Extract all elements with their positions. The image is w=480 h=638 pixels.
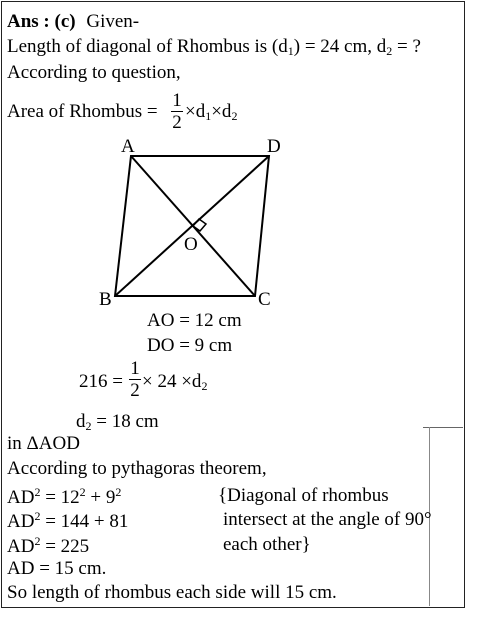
answer-label: Ans : (c) (7, 11, 76, 32)
eq-rhs-text: × 24 ×d (142, 371, 202, 392)
vertex-c: C (258, 289, 271, 310)
step1-sq-c: 2 (115, 485, 122, 499)
area-term-d1: ×d (185, 101, 206, 122)
step3-ad: AD (7, 536, 35, 557)
d2-result-sub: 2 (85, 419, 92, 433)
note-line-2: intersect at the angle of 90° (223, 509, 432, 530)
area-formula-label: Area of Rhombus = (7, 101, 158, 122)
vertex-d: D (267, 136, 281, 157)
area-sub-2: 2 (231, 109, 238, 123)
triangle-label: in ΔAOD (7, 433, 80, 454)
according-line: According to question, (7, 62, 181, 83)
step1-ad: AD (7, 487, 35, 508)
step1-12: = 12 (40, 487, 80, 508)
area-term-d2: ×d (211, 101, 232, 122)
step2-sum: = 144 + 81 (40, 511, 129, 532)
eq-frac-num: 1 (130, 358, 140, 379)
step-3 (7, 535, 89, 556)
sub-1: 1 (287, 44, 294, 58)
equation-lhs: 216 = (79, 371, 123, 392)
equation-rhs (142, 372, 207, 392)
area-frac-num: 1 (172, 90, 182, 111)
step-2 (7, 510, 128, 531)
area-frac-den: 2 (172, 112, 182, 133)
pythagoras-line: According to pythagoras theorem, (7, 458, 267, 479)
eq-frac-den: 2 (130, 380, 140, 401)
step1-9: + 9 (85, 487, 116, 508)
step2-ad: AD (7, 511, 35, 532)
ao-length: AO = 12 cm (147, 310, 242, 331)
diagonal-text-a: Length of diagonal of Rhombus is (d (7, 36, 288, 57)
vertex-a: A (121, 136, 135, 157)
note-line-3: each other} (223, 534, 311, 555)
step1-sq-a: 2 (34, 485, 41, 499)
conclusion-line: So length of rhombus each side will 15 cm. (7, 582, 337, 603)
center-o: O (184, 234, 198, 255)
step-1 (7, 486, 121, 507)
step3-sq: 2 (34, 534, 41, 548)
vertex-b: B (99, 289, 112, 310)
step1-sq-b: 2 (79, 485, 86, 499)
eq-rhs-sub: 2 (201, 379, 208, 393)
do-length: DO = 9 cm (147, 335, 233, 356)
step-4: AD = 15 cm. (7, 558, 107, 579)
diagonal-bd (115, 156, 269, 296)
d2-result-d: d (76, 411, 86, 432)
note-line-1: {Diagonal of rhombus (218, 485, 389, 506)
diagonal-text-b: ) = 24 cm, d (293, 36, 387, 57)
d2-result-value: = 18 cm (91, 411, 159, 432)
area-sub-1: 1 (205, 109, 212, 123)
equation-fraction (129, 359, 141, 400)
step2-sq: 2 (34, 509, 41, 523)
sub-2: 2 (386, 44, 393, 58)
given-label: Given- (86, 11, 140, 32)
step3-total: = 225 (40, 536, 90, 557)
diagonal-text-c: = ? (392, 36, 421, 57)
d2-result (76, 412, 159, 432)
